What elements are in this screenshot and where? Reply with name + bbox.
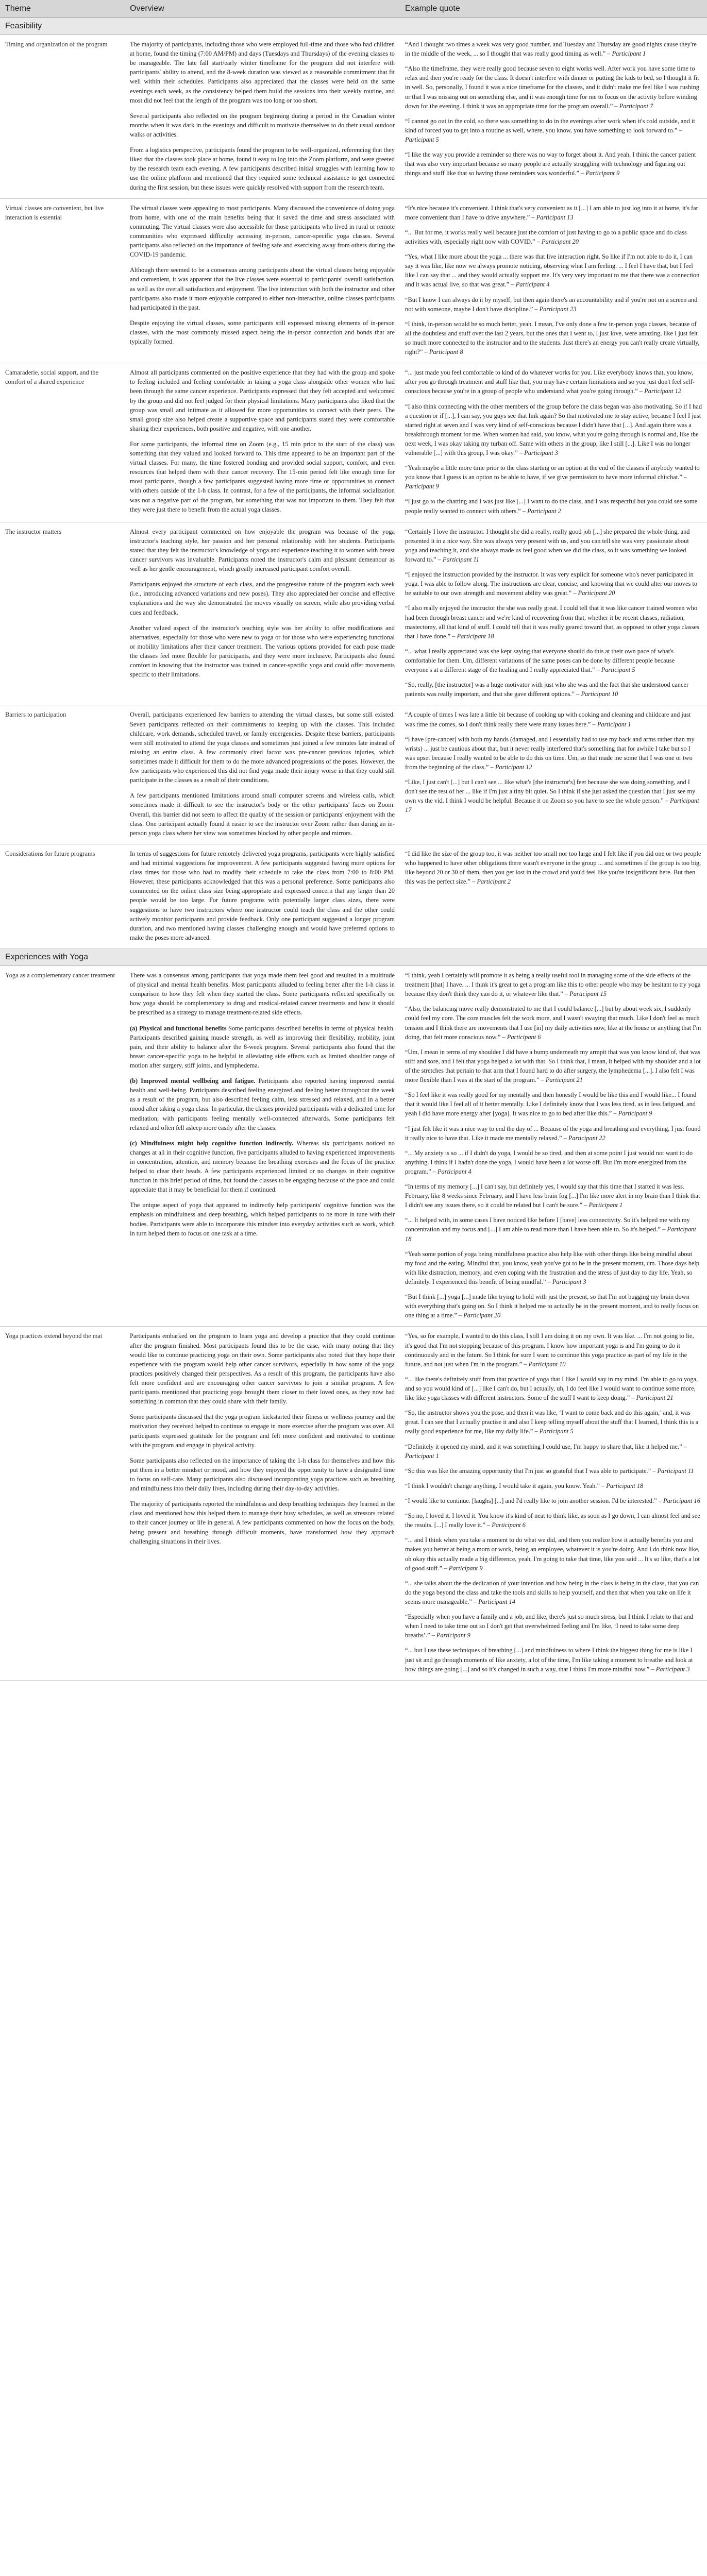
overview-cell [125, 522, 400, 705]
quote-paragraph: “Like, I just can't [...] but I can't see ... like what's [the instructor's] feet because she was doing something, and I don't see the rest of her ... like if I'm just a tiny bit quiet. So I think if she just asked the question that I just see my own vs the vid. I think I would be helpful. Because it on Zoom so you have to see the whole person.” – Participant 17 [405, 778, 699, 814]
overview-paragraph [130, 318, 395, 346]
quote-text: “I would like to continue. [laughs] [...] and I'd really like to join another session. I'd be interested.” [405, 1497, 657, 1504]
quote-paragraph: “Certainly I love the instructor. I thought she did a really, really good job [...] she prepared the whole thing, and presented it in a nice way. She was always very present with us, and you can tell she was very passionate about yoga and teaching it, and she always made us feel good when we did the class, so it was something we looked forward to.” – Participant 11 [405, 528, 690, 564]
quote-text: “I did like the size of the group too, it was neither too small nor too large and I felt like if you did one or two people who happened to have other obligations there wasn't everyone in the group ... and sometimes if the group is too big, like beyond 20 or 30 of them, then you get lost in the crowd and you'd feel like you're insignificant here. But then this was the perfect size.” [405, 850, 701, 886]
participant-id: Participant 23 [539, 305, 577, 313]
quote-paragraph: “I think, in-person would be so much better, yeah. I mean, I've only done a few in-person yoga classes, because of all the doubtless and stuff over the last 2 years, but the ones that I went to, I just love, were amazing, like I just felt so much more connected to the instructor and to the students. Just there's an energy you can't really create virtually, right?” – Participant 8 [405, 320, 700, 356]
participant-id: Participant 13 [536, 213, 574, 221]
overview-paragraph [130, 368, 395, 433]
theme-cell: The instructor matters [0, 522, 125, 705]
participant-id: Participant 12 [495, 764, 532, 771]
quote-text: “I cannot go out in the cold, so there was something to do in the evenings after work when it's cold outside, and it kind of forced you to get into a routine as well, where, you know, you have something to look forward to.” [405, 117, 695, 134]
quote-text: “Yes, so for example, I wanted to do this class, I still I am doing it on my own. It was like. ... I'm not going to lie, it's good that I'm not stopping because of this program. I know how important yoga is and I'm going to do it continuously and in the future. So I think for sure I want to continue this yoga practice as part of my life in the future, and not just when I'm in the program.” [405, 1332, 694, 1368]
quote-text: “... she talks about the the dedication of your intention and how being in the class is being in the class, that you can do the yoga beyond the class and take the tools and skills to help yourself, and then that when you take on life it seems more manageable.” [405, 1579, 699, 1605]
participant-id: Participant 1 [597, 720, 631, 728]
quote-paragraph: “I would like to continue. [laughs] [...] and I'd really like to join another session. I'd be interested.” – Participant 16 [405, 1497, 700, 1504]
quote-paragraph: “In terms of my memory [...] I can't say, but definitely yes, I would say that this time that I started it was less. February, like 8 weeks since February, and I have less brain fog [...] I'm like more alert in my brain than I think that I didn't see any issues there, so it could be related but I can't be sure.” – Participant 1 [405, 1183, 700, 1209]
overview-paragraph [130, 527, 395, 574]
participant-id: Participant 9 [618, 1110, 652, 1117]
overview-text: A few participants mentioned limitations around small computer screens and wireless calls, which sometimes made it difficult to see the instructor's body or the other participants' faces on Zoom. Overall, this barrier did not seem to affect the quality of the session or participants' enjoyment with the class. One participant actually found it easier to see the instructor over Zoom rather than during an in-person yoga class where her view was sometimes blocked by other people and mirrors. [130, 792, 395, 837]
quote-paragraph: “... like there's definitely stuff from that practice of yoga that I like I would say in my mind. I'm able to go to yoga, and so you would kind of [...] like I can't do, but I actually, uh, I do feel like I would want to continue some more, like like yoga classes with different instructors. Some of the stuff I want to keep doing.” – Participant 21 [405, 1375, 698, 1402]
quotes-cell [400, 965, 707, 1327]
quote-paragraph: “I also think connecting with the other members of the group before the class began was also motivating. So if I had a question or if [...], I can say, you guys see that link again? So that motivated me to stay active, because I feel I just started right at seven and I was very kind of self-conscious because I didn't have that [...]. And again there was a breakthrough moment for me. When women had said, you know, what you're going through is normal and, like the next week, I was okay taking my turban off. Same with others in the group, like I still [...]. Like I was no longer vulnerable [...] with this group, I was okay.” – Participant 3 [405, 402, 702, 457]
subtheme-label: (a) Physical and functional benefits [130, 1024, 227, 1032]
quotes-cell [400, 705, 707, 844]
overview-text: Participants also reported having improved mental health and well-being. Participants described feeling energized and feeling better throughout the week as a result of the program, but also described feeling calm, less stressed and relaxed, and in a better mood after taking a yoga class. In particular, the classes provided participants with a dedicated time for meditation, with participants feeling mentally well-connected afterwards. Some participants felt relaxed and often fell asleep more easily after the classes. [130, 1077, 395, 1131]
quotes-cell [400, 844, 707, 948]
participant-id: Participant 8 [429, 348, 463, 356]
theme-cell: Camaraderie, social support, and the comfort of a shared experience [0, 363, 125, 522]
quote-paragraph: “... but I use these techniques of breathing [...] and mindfulness to where I think the biggest thing for me is like I just sit and go through moments of like anxiety, a lot of the time, I'm like taking a moment to breathe and look at how things are going [...] and so it's changed in such a way, that I think I'm more mindful now.” – Participant 3 [405, 1647, 693, 1673]
table-row [0, 198, 707, 363]
participant-id: Participant 11 [442, 556, 479, 564]
quote-text: “I have [pre-cancer] with both my hands (damaged, and I essentially had to use my back and arms rather than my wrists) ... just be cautious about that, but it never really interfered that's something that for awhile I take but so I was upset because I really wanted to be able to do this on time. Um, so that made me some that I was one or two from the beginning of the class.” [405, 735, 695, 771]
quote-paragraph: “So no, I loved it. I loved it. You know it's kind of neat to think like, as soon as I go down, I can almost feel and see the results. [...] I really love it.” – Participant 6 [405, 1512, 700, 1529]
overview-text: Almost all participants commented on the positive experience that they had with the group and spoke to feeling included and feeling comfortable in taking a yoga class alongside other women who had been through the same cancer experience. Participants expressed that they felt accepted and welcomed by the group and did not feel judged for their physical limitations. Many participants also liked that the group was small and intimate as it allowed for more opportunities to connect with their peers. The small group size also helped create a supportive space and participants stated they were comfortable sharing their experiences, both positive and negative, with one another. [130, 369, 395, 432]
quote-paragraph: “I enjoyed the instruction provided by the instructor. It was very explicit for someone who's never participated in yoga. I was able to follow along. The instructions are clear, concise, and knowing that we could alter our moves to be suitable to our own strength and movement ability was great.” – Participant 20 [405, 571, 698, 597]
overview-paragraph [130, 1412, 395, 1449]
section-title: Experiences with Yoga [0, 948, 707, 965]
overview-paragraph [130, 1200, 395, 1238]
participant-id: Participant 9 [448, 1564, 483, 1572]
overview-text: Overall, participants experienced few barriers to attending the virtual classes, but some still existed. Seven participants reflected on their commitments to keeping up with the classes. This included childcare, work demands, scheduled travel, or family emergencies. Despite these barriers, participants were still motivated to attend the yoga classes and sometimes just joined a few minutes late instead of missing an entire class. A few commonly cited factor was pre-cancer previous injuries, which sometimes made it difficult for them to do the more advanced progressions of the poses. However, the few participants who experienced this did not find yoga made their injury worse in that they could still participate in the classes as a result of their conditions. [130, 711, 395, 784]
overview-text: Almost every participant commented on how enjoyable the program was because of the yoga instructor's teaching style, her passion and her personal relationship with her students. Participants stated that they felt the instructor's knowledge of yoga and experience teaching it to women with breast cancer survivors was invaluable. Participants noted the instructor's calm and pleasant demeanour as well as her gentle encouragement, which greatly increased participant comfort overall. [130, 528, 395, 573]
quote-text: “I also think connecting with the other members of the group before the class began was also motivating. So if I had a question or if [...], I can say, you guys see that link again? So that motivated me to stay active, because I feel I just started right at seven and I was very kind of self-conscious because I didn't have that [...]. And again there was a breakthrough moment for me. When women had said, you know, what you're going through is normal and, like the next week, I was okay taking my turban off. Same with others in the group, like I still [...]. Like I was no longer vulnerable [...] with this group, I was okay.” [405, 402, 702, 457]
quote-paragraph: “... what I really appreciated was she kept saying that everyone should do this at their own pace of what's comfortable for them. Um, different variations of the same poses can be done by different people because everyone's at a different stage of the healing and I really appreciated that.” – Participant 5 [405, 647, 675, 674]
overview-cell [125, 1327, 400, 1680]
participant-id: Participant 14 [478, 1598, 516, 1605]
overview-paragraph [130, 791, 395, 838]
overview-paragraph [130, 849, 395, 942]
participant-id: Participant 18 [606, 1482, 644, 1489]
overview-text: The majority of participants, including those who were employed full-time and those who had children at home, found the timing (7:00 AM/PM) and days (Tuesdays and Thursdays) of the evening classes to be manageable. The late fall start/early winter timeframe for the program did not interfere with participants' ability to attend, and the 8-week duration was viewed as a reasonable commitment that fit well within their schedules. Participants also appreciated that the classes were held on the same evenings each week, as the consistency helped them build the sessions into their weekly routine, and most did not feel that the length of the program was too long or too short. [130, 41, 395, 104]
overview-paragraph [130, 265, 395, 312]
quote-paragraph: “So I feel like it was really good for my mentally and then honestly I would be like this and I would like... I found that it would like I feel all of it better mentally. Like I definitely know that I was less tired, as in less fatigued, and yeah I did have more energy after [yoga]. It was nice to go to bed after like this.” – Participant 9 [405, 1091, 697, 1117]
quote-text: “So no, I loved it. I loved it. You know it's kind of neat to think like, as soon as I go down, I can almost feel and see the results. [...] I really love it.” [405, 1512, 700, 1529]
quote-paragraph: “And I thought two times a week was very good number, and Tuesday and Thursday are good nights cause they're in the middle of the week, ... so I thought that was really good timing as well.” – Participant 1 [405, 41, 697, 58]
overview-cell [125, 844, 400, 948]
quote-paragraph: “I also really enjoyed the instructor the she was really great. I could tell that it was like cancer trained women who had been through breast cancer and we're kind of recovering from that, whether it be recent classes, radiation, mastectomy, all that kind of stuff. I could tell that it was really geared toward that, as opposed to other yoga classes that I have done.” – Participant 18 [405, 604, 699, 640]
table-row [0, 522, 707, 705]
overview-text: The unique aspect of yoga that appeared to indirectly help participants' cognitive function was the emphasis on mindfulness and deep breathing, which helped participants to be more in tune with their bodies. Participants were able to incorporate this mindset into everyday activities such as work, which in turn helped them to focus on one task at a time. [130, 1201, 395, 1237]
participant-id: Participant 21 [636, 1394, 674, 1402]
overview-text: From a logistics perspective, participants found the program to be well-organized, referencing that they liked that the classes took place at home, found it easy to log into the Zoom platform, and were greeted by the research team each evening. A few participants described initial struggles with learning how to use the online platform and mentioned that they required some technical assistance to get connected during the first session, but these issues were quickly resolved with support from the research team. [130, 146, 395, 191]
quotes-cell [400, 363, 707, 522]
quote-paragraph: “Definitely it opened my mind, and it was something I could use, I'm happy to share that, like it helped me.” – Participant 1 [405, 1443, 687, 1460]
quote-paragraph: “I like the way you provide a reminder so there was no way to forget about it. And yeah, I think the cancer patient that was also very important because so many people are actually struggling with technology and figuring out things and stuff like that so having those reminders was wonderful.” – Participant 9 [405, 151, 696, 177]
table-row [0, 844, 707, 948]
participant-id: Participant 4 [515, 281, 550, 289]
quote-text: “Yes, what I like more about the yoga ... there was that live interaction right. So like if I'm not able to do it, I can say it was like, like now we always promote noticing, observing what I am feeling. ... I feel I have that, but I feel like I can say that ... and they would actually support me. It's very very important to me that there was a connection and it was actual live, so that was great.” [405, 253, 700, 289]
quote-paragraph: “Um, I mean in terms of my shoulder I did have a bump underneath my armpit that was you know kind of, that was stiff and sore, and I felt that yoga helped a lot with that. So I think that, I mean, it helped with my shoulder and a lot of the stretches that pertain to that arm that I found hard to do after surgery, the lymphedema [...]. I also felt I was more flexible than I was at the start of the program.” – Participant 21 [405, 1048, 701, 1084]
overview-paragraph [130, 623, 395, 680]
participant-id: Participant 16 [663, 1497, 700, 1504]
overview-cell [125, 363, 400, 522]
overview-paragraph [130, 40, 395, 105]
quote-text: “... But for me, it works really well because just the comfort of just having to go to a public space and do class activities with, especially right now with COVID.” [405, 228, 687, 245]
overview-paragraph [130, 1456, 395, 1493]
quote-text: “And I thought two times a week was very good number, and Tuesday and Thursday are good nights cause they're in the middle of the week, ... so I thought that was really good timing as well.” [405, 41, 697, 58]
theme-cell: Considerations for future programs [0, 844, 125, 948]
participant-id: Participant 4 [437, 1167, 472, 1175]
quotes-cell [400, 198, 707, 363]
participant-id: Participant 12 [644, 387, 682, 395]
quote-paragraph: “It's nice because it's convenient. I think that's very convenient as it [...] I am able to just log into it at home, it's far more convenient than I have to drive anywhere.” – Participant 13 [405, 204, 698, 221]
quote-text: “So this was like the amazing opportunity that I'm just so grateful that I was able to participate.” [405, 1467, 651, 1475]
overview-text: Another valued aspect of the instructor's teaching style was her ability to offer modifications and alternatives, especially for those who were new to yoga or for those who were experiencing functional or mobility limitations after their cancer treatment. The various options provided for each pose made the classes feel more flexible for participants, and they were more inclusive. Participants also found comfort in knowing that the instructor was trained in cancer-specific yoga and could offer movements specific to their limitations. [130, 624, 395, 679]
overview-paragraph [130, 204, 395, 260]
quote-text: “... what I really appreciated was she kept saying that everyone should do this at their own pace of what's comfortable for them. Um, different variations of the same poses can be done by different people because everyone's at a different stage of the healing and I really appreciated that.” [405, 647, 675, 674]
quote-text: “Yeah maybe a little more time prior to the class starting or an option at the end of the classes if anybody wanted to you know that I guess is an option to be able to have, if we give permission to have more informal chitchat.” [405, 464, 700, 481]
quote-text: “Like, I just can't [...] but I can't see ... like what's [the instructor's] feet because she was doing something, and I don't see the rest of her ... like if I'm just a tiny bit quiet. So I think if she just asked the question that I just see my own vs the vid. I think I would be helpful. Because it on Zoom so you have to see the whole person.” [405, 778, 696, 805]
overview-text: Several participants also reflected on the program beginning during a period in the Canadian winter months when it was dark in the evenings and difficult to motivate themselves to do their usual outdoor walks or activities. [130, 112, 395, 138]
quote-text: “Especially when you have a family and a job, and like, there's just so much stress, but I think I relate to that and when I need to take time out so I don't get that overwhelmed feeling and I'm like, ‘I need to take some deep breaths’.” [405, 1613, 693, 1639]
quote-text: “... just made you feel comfortable to kind of do whatever works for you. Like everybody knows that, you know, after you go through treatment and stuff like that, you may have certain limitations and so you just don't feel self-conscious because you're in a group of people who understand what you're going through.” [405, 369, 695, 395]
participant-id: Participant 18 [405, 1226, 696, 1243]
quote-paragraph: “Yeah some portion of yoga being mindfulness practice also help like with other things like being mindful about my food and the eating. Mindful that, you know, yeah you've got to be in the present moment, um. Those days help with like distraction, memory, and even coping with the frustration and the stress of just day to day life. Yeah, so definitely. I experienced this benefit of being mindful.” – Participant 3 [405, 1250, 700, 1286]
quote-paragraph: “... just made you feel comfortable to kind of do whatever works for you. Like everybody knows that, you know, after you go through treatment and stuff like that, you may have certain limitations and so you just don't feel self-conscious because you're in a group of people who understand what you're going through.” – Participant 12 [405, 369, 695, 395]
quote-paragraph: “Also the timeframe, they were really good because seven to eight works well. After work you have some time to relax and then you're ready for the class. It doesn't interfere with dinner or putting the kids to bed, so I thought it fit in well. So, personally, I found it was a nice timeframe for the classes, and it didn't make me feel like I was rushing or that I was missing out on something else, and it was enough time for me to focus on the activity before winding down for the evening. I think it was an appropriate time for the program overall.” – Participant 7 [405, 65, 699, 110]
quote-paragraph: “Yeah maybe a little more time prior to the class starting or an option at the end of the classes if anybody wanted to you know that I guess is an option to be able to have, if we give permission to have more informal chitchat.” – Participant 9 [405, 464, 700, 490]
overview-cell [125, 35, 400, 199]
overview-paragraph [130, 710, 395, 785]
overview-cell [125, 705, 400, 844]
overview-text: Although there seemed to be a consensus among participants about the virtual classes being enjoyable and convenient, it was apparent that the live classes were essential to participants' overall satisfaction, as well as the overall satisfaction and enjoyment. The live interaction with both the instructor and other participants also made it more enjoyable compared to either non-interactive, online classes participants had participated in the past. [130, 266, 395, 311]
participant-id: Participant 5 [405, 135, 439, 143]
quote-text: “In terms of my memory [...] I can't say, but definitely yes, I would say that this time that I started it was less. February, like 8 weeks since February, and I have less brain fog [...] I'm like more alert in my brain than I think that I didn't see any issues there, so it could be related but I can't be sure.” [405, 1183, 700, 1209]
quote-text: “A couple of times I was late a little bit because of cooking up with cooking and cleaning and childcare and just was time the comes, so I don't think really there were many issues here.” [405, 711, 691, 728]
participant-id: Participant 1 [612, 50, 646, 58]
quote-paragraph: “Especially when you have a family and a job, and like, there's just so much stress, but I think I relate to that and when I need to take time out so I don't get that overwhelmed feeling and I'm like, ‘I need to take some deep breaths’.” – Participant 9 [405, 1613, 693, 1639]
quote-text: “I also really enjoyed the instructor the she was really great. I could tell that it was like cancer trained women who had been through breast cancer and we're kind of recovering from that, whether it be recent classes, radiation, mastectomy, all that kind of stuff. I could tell that it was really geared toward that, as opposed to other yoga classes that I have done.” [405, 604, 699, 640]
quote-paragraph: “Yes, what I like more about the yoga ... there was that live interaction right. So like if I'm not able to do it, I can say it was like, like now we always promote noticing, observing what I am feeling. ... I feel I have that, but I feel like I can say that ... and they would actually support me. It's very very important to me that there was a connection and it was actual live, so that was great.” – Participant 4 [405, 253, 700, 289]
participant-id: Participant 3 [524, 449, 558, 457]
quote-text: “Also the timeframe, they were really good because seven to eight works well. After work you have some time to relax and then you're ready for the class. It doesn't interfere with dinner or putting the kids to bed, so I thought it fit in well. So, personally, I found it was a nice timeframe for the classes, and it didn't make me feel like I was rushing or that I was missing out on something else, and it was enough time for me to focus on the activity before winding down for the evening. I think it was an appropriate time for the program overall.” [405, 65, 699, 110]
quote-paragraph: “I just go to the chatting and I was just like [...] I want to do the class, and I was respectful but you could see some people really wanted to connect with others.” – Participant 2 [405, 498, 698, 515]
overview-text: In terms of suggestions for future remotely delivered yoga programs, participants were highly satisfied and had minimal suggestions for improvement. A few participants suggested having more options for class times for those who had to modify their schedule to take the class from 7:00 to 8:00 PM. However, these participants acknowledged that this was a personal preference. Some participants also commented on the online class size being appropriate and expressed concern that any larger than 20 people would be too large. For future programs with potentially larger class sizes, there were suggestions to have two instructors where one instructor could teach the class and the other could actively monitor participants and provide feedback. Only one participant suggested a longer program duration, and two mentioned having classes challenging enough and would have preferred options to make the poses more advanced. [130, 850, 395, 941]
quote-paragraph: “Yes, so for example, I wanted to do this class, I still I am doing it on my own. It was like. ... I'm not going to lie, it's good that I'm not stopping because of this program. I know how important yoga is and I'm going to do it continuously and in the future. So I think for sure I want to continue this yoga practice as part of my life in the future, and not just when I'm in the program.” – Participant 10 [405, 1332, 694, 1368]
theme-cell: Timing and organization of the program [0, 35, 125, 199]
overview-paragraph [130, 1499, 395, 1546]
participant-id: Participant 1 [588, 1201, 623, 1209]
quote-text: “I like the way you provide a reminder so there was no way to forget about it. And yeah, I think the cancer patient that was also very important because so many people are actually struggling with technology and figuring out things and stuff like that so having those reminders was wonderful.” [405, 151, 696, 177]
overview-paragraph [130, 1331, 395, 1406]
quote-text: “So I feel like it was really good for my mentally and then honestly I would be like this and I would like... I found that it would like I feel all of it better mentally. Like I definitely know that I was less tired, as in less fatigued, and yeah I did have more energy after [yoga]. It was nice to go to bed after like this.” [405, 1091, 697, 1117]
participant-id: Participant 20 [463, 1312, 501, 1319]
table-row [0, 1327, 707, 1680]
quote-paragraph: “... and I think when you take a moment to do what we did, and then you realize how it actually benefits you and makes you better at being a mom or work, being an employee, whatever it is you're doing. And I do think now like, oh okay this actually made a big difference, yeah, I'm going to take that time, like you said ... It's so like, that's a lot of good stuff.” – Participant 9 [405, 1536, 700, 1572]
subtheme-label: (b) Improved mental wellbeing and fatigue. [130, 1077, 256, 1085]
section-title: Feasibility [0, 18, 707, 35]
table-row [0, 35, 707, 199]
theme-cell: Yoga as a complementary cancer treatment [0, 965, 125, 1327]
quote-text: “So, really, [the instructor] was a huge motivator with just who she was and the fact that she understood cancer patients was really important, and that she gave different options.” [405, 681, 689, 698]
quote-text: “I think I wouldn't change anything. I would take it again, you know. Yeah.” [405, 1482, 600, 1489]
col-header-theme: Theme [0, 0, 125, 18]
participant-id: Participant 18 [457, 632, 494, 640]
quote-text: “... like there's definitely stuff from that practice of yoga that I like I would say in my mind. I'm able to go to yoga, and so you would kind of [...] like I can't do, but I actually, uh, I do feel like I would want to continue some more, like like yoga classes with different instructors. Some of the stuff I want to keep doing.” [405, 1375, 698, 1402]
participant-id: Participant 2 [527, 507, 561, 515]
quote-text: “Also, the balancing move really demonstrated to me that I could balance [...] but by about week six, I suddenly could feel my core. The core muscles felt the work more, and I wasn't swaying that much. Like I don't feel as much tension and I think there are movements that I use [in] my daily activities now, like at the house or anything that I'm doing, that felt more conscious now.” [405, 1005, 701, 1041]
participant-id: Participant 3 [552, 1278, 586, 1286]
overview-text: Whereas six participants noticed no changes at all in their cognitive function, five participants alluded to having experienced improvements in concentration, attention, and memory because the breathing exercises and the focus of the practice helped to clear their heads. A few participants experienced limited or no changes in their cognitive function in this brief period of time, but found the classes to be engaging because of the pace and could appreciate that it may be beneficial for them if continued. [130, 1139, 395, 1194]
quote-paragraph: “But I know I can always do it by myself, but then again there's an accountability and if you're not on a screen and not with someone, maybe I don't have discipline.” – Participant 23 [405, 296, 698, 313]
overview-cell [125, 965, 400, 1327]
overview-text: Some participants described benefits in terms of physical health. Participants described gaining muscle strength, as well as improving their flexibility, mobility, joint pain, and their ability to balance after the 8-week program. Several participants also found that the breast cancer-specific yoga to be helpful in alleviating side effects such as limited shoulder range of motion after surgery, stiff joints, and lymphedema. [130, 1024, 395, 1069]
overview-paragraph [130, 145, 395, 192]
participant-id: Participant 15 [569, 990, 607, 998]
quote-text: “Certainly I love the instructor. I thought she did a really, really good job [...] she prepared the whole thing, and presented it in a nice way. She was always very present with us, and you can tell she was very passionate about yoga and teaching it, and she always made us feel good when we did the class, so it was something we looked forward to.” [405, 528, 690, 564]
quote-paragraph: “So, really, [the instructor] was a huge motivator with just who she was and the fact that she understood cancer patients was really important, and that she gave different options.” – Participant 10 [405, 681, 689, 698]
quote-text: “It's nice because it's convenient. I think that's very convenient as it [...] I am able to just log into it at home, it's far more convenient than I have to drive anywhere.” [405, 204, 698, 221]
overview-text: Despite enjoying the virtual classes, some participants still expressed missing elements of in-person classes, with the most commonly missed aspect being the in-person connection and bonds that are typically formed. [130, 319, 395, 346]
quote-paragraph: “I cannot go out in the cold, so there was something to do in the evenings after work when it's cold outside, and it kind of forced you to get into a routine as well, where, you know, you have something to look forward to.” – Participant 5 [405, 117, 695, 143]
quote-text: “I enjoyed the instruction provided by the instructor. It was very explicit for someone who's never participated in yoga. I was able to follow along. The instructions are clear, concise, and knowing that we could alter our moves to be suitable to our own strength and movement ability was great.” [405, 571, 698, 597]
quote-text: “Definitely it opened my mind, and it was something I could use, I'm happy to share that, like it helped me.” [405, 1443, 682, 1450]
overview-text: There was a consensus among participants that yoga made them feel good and resulted in a multitude of physical and mental health benefits. Most participants alluded to feeling better after the 1-h class in comparison to how they felt when they started the class. Some participants reflected specifically on how yoga should be complementary to drug and medical-related cancer treatments and how it should be prescribed as a strategy to manage treatment-related side effects. [130, 971, 395, 1016]
quote-paragraph: “So this was like the amazing opportunity that I'm just so grateful that I was able to participate.” – Participant 11 [405, 1467, 694, 1475]
participant-id: Participant 20 [541, 238, 579, 245]
col-header-quote: Example quote [400, 0, 707, 18]
theme-cell: Yoga practices extend beyond the mat [0, 1327, 125, 1680]
quote-paragraph: “I just felt like it was a nice way to end the day of ... Because of the yoga and breathing and everything, I just found it really nice to have that. Like it made me mentally relaxed.” – Participant 22 [405, 1125, 701, 1142]
quote-text: “But I know I can always do it by myself, but then again there's an accountability and if you're not on a screen and not with someone, maybe I don't have discipline.” [405, 296, 698, 313]
quote-paragraph: “I did like the size of the group too, it was neither too small nor too large and I felt like if you did one or two people who happened to have other obligations there wasn't everyone in the group ... and sometimes if the group is too big, like beyond 20 or 30 of them, then you get lost in the crowd and you'd feel like you're insignificant here. But then this was the perfect size.” – Participant 2 [405, 850, 701, 886]
overview-text: The virtual classes were appealing to most participants. Many discussed the convenience of doing yoga from home, with one of the main benefits being that it saved the time and stress associated with commuting. The virtual classes were also accessible for those participants who lived in rural or remote communities who expressed difficulty accessing in-person, cancer-specific yoga classes. Several participants also reflected on the importance of feeling safe and exercising away from others during the COVID-19 pandemic. [130, 204, 395, 259]
col-header-overview: Overview [125, 0, 400, 18]
quote-paragraph: “... My anxiety is so ... if I didn't do yoga, I would be so tired, and then at some point I just would not want to do anything. I think if I hadn't done the yoga, I would have been a lot worse off. But I'm more energized from the program.” – Participant 4 [405, 1149, 693, 1175]
quote-paragraph: “... she talks about the the dedication of your intention and how being in the class is being in the class, that you can do the yoga beyond the class and take the tools and skills to help yourself, and then that when you take on life it seems more manageable.” – Participant 14 [405, 1579, 699, 1605]
participant-id: Participant 2 [477, 878, 511, 886]
overview-paragraph [130, 111, 395, 139]
participant-id: Participant 10 [528, 1360, 566, 1368]
quote-text: “I think, in-person would be so much better, yeah. I mean, I've only done a few in-person yoga classes, because of all the doubtless and stuff over the last 2 years, but the ones that I went to, I just love, were amazing, like I just felt so much more connected to the instructor and to the students. Just there's an energy you can't really create virtually, right?” [405, 320, 700, 356]
theme-cell: Virtual classes are convenient, but live interaction is essential [0, 198, 125, 363]
quote-text: “... My anxiety is so ... if I didn't do yoga, I would be so tired, and then at some point I just would not want to do anything. I think if I hadn't done the yoga, I would have been a lot worse off. But I'm more energized from the program.” [405, 1149, 693, 1175]
theme-cell: Barriers to participation [0, 705, 125, 844]
quote-text: “Um, I mean in terms of my shoulder I did have a bump underneath my armpit that was you know kind of, that was stiff and sore, and I felt that yoga helped a lot with that. So I think that, I mean, it helped with my shoulder and a lot of the stretches that pertain to that arm that I found hard to do after surgery, the lymphedema [...]. I also felt I was more flexible than I was at the start of the program.” [405, 1048, 701, 1084]
overview-text: Participants enjoyed the structure of each class, and the progressive nature of the program each week (i.e., introducing advanced variations and new poses). They also appreciated her concise and effective explanations and the way she demonstrated the moves visually on screen, while also providing verbal cues and feedback. [130, 581, 395, 616]
overview-paragraph [130, 1139, 395, 1195]
quote-paragraph: “A couple of times I was late a little bit because of cooking up with cooking and cleaning and childcare and just was time the comes, so I don't think really there were many issues here.” – Participant 1 [405, 711, 691, 728]
participant-id: Participant 20 [578, 589, 615, 597]
overview-text: For some participants, the informal time on Zoom (e.g., 15 min prior to the start of the class) was something that they valued and looked forward to. This time appeared to be an important part of the virtual classes. For many, the time fostered bonding and provided social support, comfort, and even resources that helped them with their cancer recovery. The 15-min period felt like enough time for most participants, though a few participants suggested having more time or opportunities to connect with others outside of the 1-h class. In contrast, for a few of the participants, the informal socialization was not a negative part of the program, but something that was not important to them. They felt that they were just there to benefit from the actual yoga classes. [130, 440, 395, 513]
quotes-cell [400, 1327, 707, 1680]
overview-cell [125, 198, 400, 363]
participant-id: Participant 7 [619, 102, 653, 110]
participant-id: Participant 6 [492, 1521, 526, 1529]
quote-text: “But I think [...] yoga [...] made like trying to hold with just the present, so that I'm not bugging my brain down with everything that's going on. So I think it helped me to actually be in the present moment, and to really focus on one thing at a time.” [405, 1293, 699, 1319]
overview-paragraph [130, 1024, 395, 1071]
participant-id: Participant 9 [585, 170, 620, 177]
table-row [0, 363, 707, 522]
overview-text: Participants embarked on the program to learn yoga and develop a practice that they could continue after the program finished. Most participants found this to be the case, with many noting that they would like to continue practicing yoga on their own. Some participants also noted that they hope their experience with the program would help other cancer survivors, especially in how some of the yoga practices positively changed their perspectives. As a result of this program, the participants have also felt more confident and are encouraging other cancer survivors to join a similar program. A few participants mentioned that practicing yoga brought them closer to their loved ones, as they now had something in common that they could share with their family. [130, 1332, 395, 1405]
overview-paragraph [130, 1076, 395, 1132]
participant-id: Participant 21 [545, 1076, 583, 1084]
quote-paragraph: “I think I wouldn't change anything. I would take it again, you know. Yeah.” – Participant 18 [405, 1482, 644, 1489]
overview-paragraph [130, 580, 395, 617]
section-row [0, 18, 707, 35]
overview-paragraph [130, 439, 395, 514]
overview-text: The majority of participants reported the mindfulness and deep breathing techniques they learned in the class and mentioned how this helped them to manage their busy schedules, as well as stressors related to their cancer journey or life in general. A few participants commented on how the focus on the body, being present and breathing through difficult moments, have transformed how they approach challenging situations in their lives. [130, 1500, 395, 1545]
quote-paragraph: “So, the instructor shows you the pose, and then it was like, ‘I want to come back and do this again,’ and, it was great. I can see that I actually practise it and also I keep telling myself about the stuff that I learned, I think this is a really good experience for me, like my daily life.” – Participant 5 [405, 1409, 699, 1435]
table-row [0, 705, 707, 844]
quote-text: “Yeah some portion of yoga being mindfulness practice also help like with other things like being mindful about my food and the eating. Mindful that, you know, yeah you've got to be in the present moment, um. Those days help with like distraction, memory, and even coping with the frustration and the stress of just day to day life. Yeah, so definitely. I experienced this benefit of being mindful.” [405, 1250, 700, 1286]
table-body [0, 18, 707, 1681]
quote-paragraph: “I think, yeah I certainly will promote it as being a really useful tool in managing some of the side effects of the treatment [that] I have. ... I think it's great to get a program like this to other people who may be hesitant to try yoga because they don't think they can do it, or whatever like that.” – Participant 15 [405, 971, 701, 998]
participant-id: Participant 11 [657, 1467, 694, 1475]
quote-paragraph: “Also, the balancing move really demonstrated to me that I could balance [...] but by about week six, I suddenly could feel my core. The core muscles felt the work more, and I wasn't swaying that much. Like I don't feel as much tension and I think there are movements that I use [in] my daily activities now, like at the house or anything that I'm doing, that felt more conscious now.” – Participant 6 [405, 1005, 701, 1041]
participant-id: Participant 6 [507, 1033, 541, 1041]
participant-id: Participant 9 [436, 1632, 470, 1639]
quote-text: “I just felt like it was a nice way to end the day of ... Because of the yoga and breathing and everything, I just found it really nice to have that. Like it made me mentally relaxed.” [405, 1125, 701, 1142]
quote-paragraph: “... It helped with, in some cases I have noticed like before I [have] less connectivity. So it's helped me with my concentration and my focus and [...] I am able to read more than I have been able to. So it's helped.” – Participant 18 [405, 1216, 696, 1243]
participant-id: Participant 5 [539, 1428, 574, 1435]
quotes-cell [400, 522, 707, 705]
table-header [0, 0, 707, 18]
participant-id: Participant 9 [405, 483, 439, 490]
quote-paragraph: “I have [pre-cancer] with both my hands (damaged, and I essentially had to use my back and arms rather than my wrists) ... just be cautious about that, but it never really interfered that's something that for awhile I take but so I was upset because I really wanted to be able to do this on time. Um, so that made me some that I was one or two from the beginning of the class.” – Participant 12 [405, 735, 695, 771]
participant-id: Participant 10 [581, 690, 618, 698]
section-row [0, 948, 707, 965]
participant-id: Participant 5 [601, 666, 635, 674]
quote-paragraph: “But I think [...] yoga [...] made like trying to hold with just the present, so that I'm not bugging my brain down with everything that's going on. So I think it helped me to actually be in the present moment, and to really focus on one thing at a time.” – Participant 20 [405, 1293, 699, 1319]
participant-id: Participant 1 [405, 1452, 439, 1460]
quote-text: “... It helped with, in some cases I have noticed like before I [have] less connectivity. So it's helped me with my concentration and my focus and [...] I am able to read more than I have been able to. So it's helped.” [405, 1216, 690, 1233]
quote-paragraph: “... But for me, it works really well because just the comfort of just having to go to a public space and do class activities with, especially right now with COVID.” – Participant 20 [405, 228, 687, 245]
participant-id: Participant 17 [405, 797, 699, 814]
quote-text: “... but I use these techniques of breathing [...] and mindfulness to where I think the biggest thing for me is like I just sit and go through moments of like anxiety, a lot of the time, I'm like taking a moment to breathe and look at how things are going [...] and so it's changed in such a way, that I think I'm more mindful now.” [405, 1647, 693, 1673]
participant-id: Participant 22 [568, 1134, 605, 1142]
overview-paragraph [130, 971, 395, 1018]
overview-text: Some participants discussed that the yoga program kickstarted their fitness or wellness journey and the motivation they received helped to continue to engage in more exercise after the program was over. All participants expressed gratitude for the program and felt more confident and motivated to continue with the program and engage in physical activity. [130, 1413, 395, 1449]
quote-text: “... and I think when you take a moment to do what we did, and then you realize how it actually benefits you and makes you better at being a mom or work, being an employee, whatever it is you're doing. And I do think now like, oh okay this actually made a big difference, yeah, I'm going to take that time, like you said ... It's so like, that's a lot of good stuff.” [405, 1536, 700, 1572]
participant-id: Participant 3 [655, 1665, 690, 1673]
quote-text: “I just go to the chatting and I was just like [...] I want to do the class, and I was respectful but you could see some people really wanted to connect with others.” [405, 498, 698, 515]
quotes-cell [400, 35, 707, 199]
quote-text: “I think, yeah I certainly will promote it as being a really useful tool in managing some of the side effects of the treatment [that] I have. ... I think it's great to get a program like this to other people who may be hesitant to try yoga because they don't think they can do it, or whatever like that.” [405, 971, 701, 998]
overview-text: Some participants also reflected on the importance of taking the 1-h class for themselves and how this put them in a better mindset or mood, and how they enjoyed the opportunity to have a designated time to focus on self-care. Many participants also discussed incorporating yoga practices such as breathing and mindfulness into their daily lives, including during their day-to-day activities. [130, 1456, 395, 1493]
table-row [0, 965, 707, 1327]
subtheme-label: (c) Mindfulness might help cognitive function indirectly. [130, 1139, 293, 1147]
quote-text: “So, the instructor shows you the pose, and then it was like, ‘I want to come back and do this again,’ and, it was great. I can see that I actually practise it and also I keep telling myself about the stuff that I learned, I think this is a really good experience for me, like my daily life.” [405, 1409, 699, 1435]
